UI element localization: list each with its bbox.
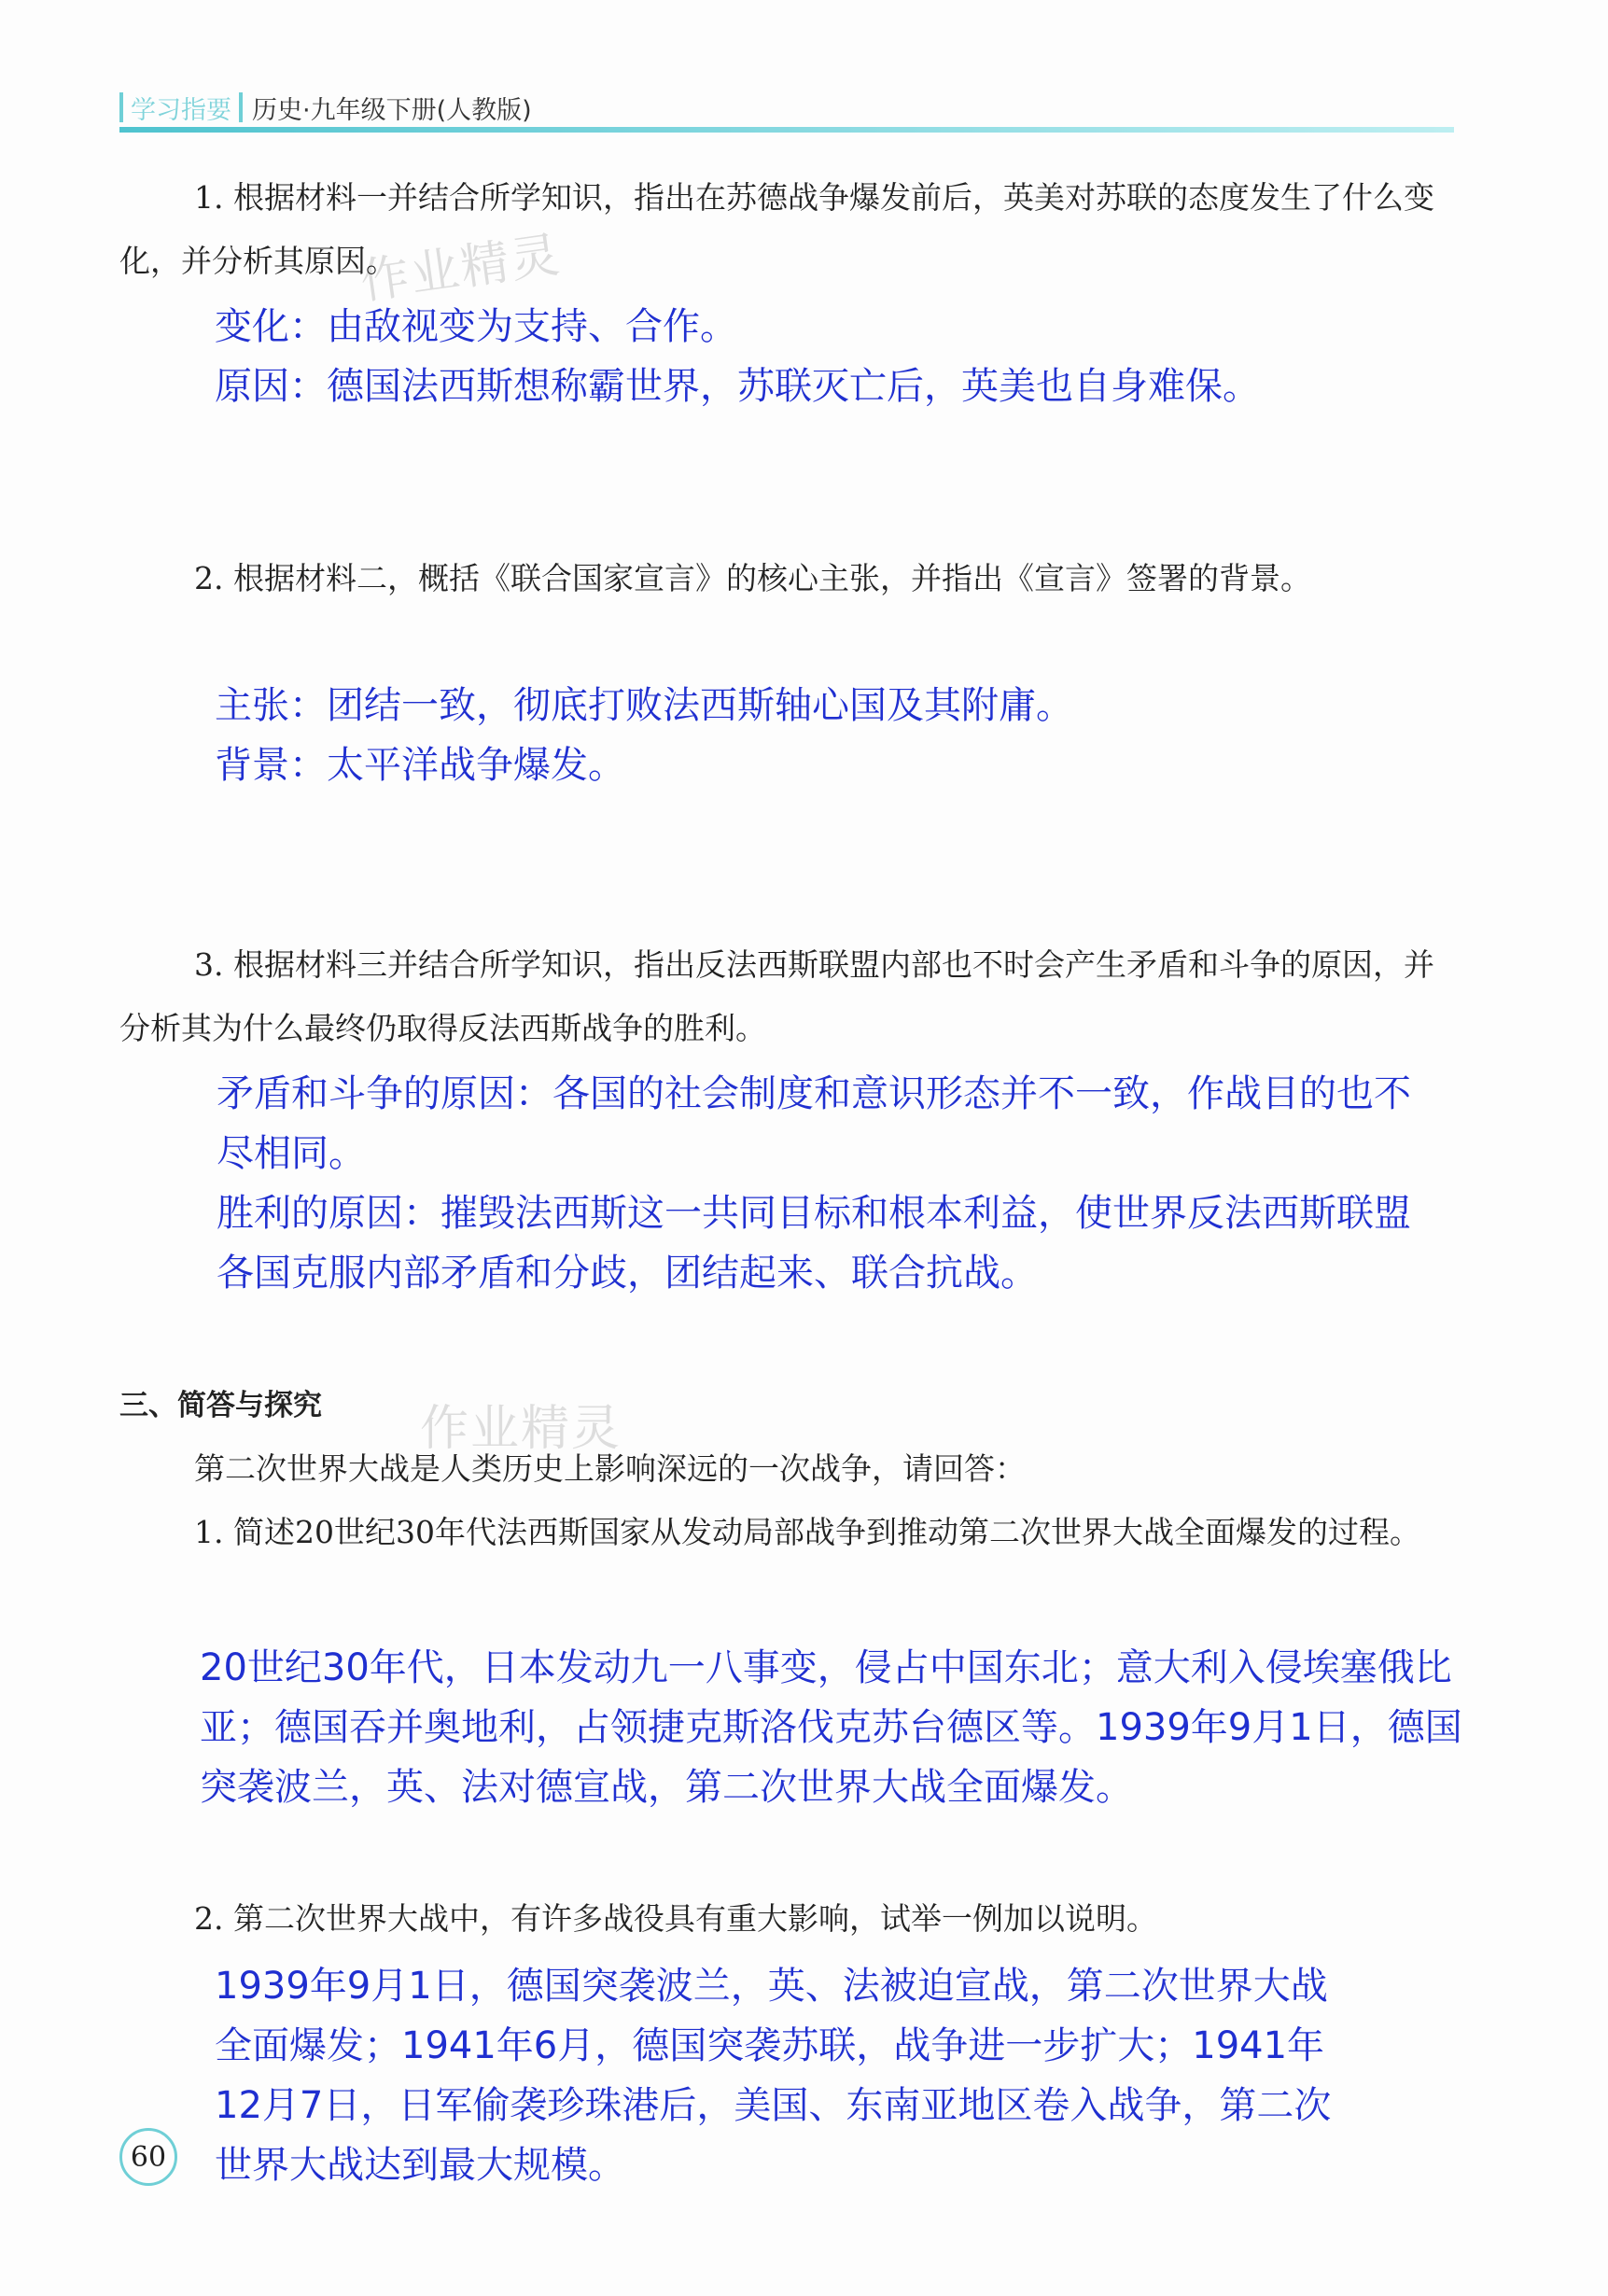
answer-text: 20世纪30年代，日本发动九一八事变，侵占中国东北；意大利入侵埃塞俄比亚；德国吞并奥地利，占领捷克斯洛伐克苏台德区等。1939年9月1日，德国突袭波兰，英、法对德宣战，第二次世界大战全面爆发。 — [200, 1646, 1462, 1809]
answer-text: 1939年9月1日，德国突袭波兰，英、法被迫宣战，第二次世界大战全面爆发；1941年6月，德国突袭苏联，战争进一步扩大；1941年12月7日，日军偷袭珍珠港后，美国、东南亚地区卷入战争，第二次世界大战达到最大规模。 — [215, 1965, 1332, 2187]
section-question-2: 2. 第二次世界大战中，有许多战役具有重大影响，试举一例加以说明。 — [194, 1900, 1157, 1937]
header-guide-label: 学习指要 — [131, 95, 231, 125]
answer-line: 原因：德国法西斯想称霸世界，苏联灭亡后，英美也自身难保。 — [215, 365, 1260, 408]
header-divider — [119, 127, 1454, 133]
answer-3 — [217, 1064, 1430, 1303]
answer-line: 变化：由敌视变为支持、合作。 — [215, 305, 737, 348]
watermark: 作业精灵 — [420, 1401, 622, 1457]
page-header — [119, 86, 532, 129]
answer-2 — [215, 676, 1456, 795]
section-question-1: 1. 简述20世纪30年代法西斯国家从发动局部战争到推动第二次世界大战全面爆发的过程。 — [194, 1514, 1420, 1550]
section-title: 三、简答与探究 — [119, 1389, 322, 1422]
answer-line: 主张：团结一致，彻底打败法西斯轴心国及其附庸。 — [215, 684, 1073, 727]
question-2: 2. 根据材料二，概括《联合国家宣言》的核心主张，并指出《宣言》签署的背景。 — [194, 560, 1311, 596]
section-answer-2 — [215, 1956, 1363, 2195]
answer-line: 背景：太平洋战争爆发。 — [215, 744, 625, 787]
watermark: 作业精灵 — [357, 227, 565, 311]
question-1: 1. 根据材料一并结合所学知识，指出在苏德战争爆发前后，英美对苏联的态度发生了什么变化，并分析其原因。 — [119, 179, 1434, 279]
answer-line: 矛盾和斗争的原因：各国的社会制度和意识形态并不一致，作战目的也不尽相同。 — [217, 1072, 1411, 1175]
book-title: 历史·九年级下册(人教版) — [252, 95, 532, 125]
page-number: 60 — [119, 2128, 177, 2186]
question-3: 3. 根据材料三并结合所学知识，指出反法西斯联盟内部也不时会产生矛盾和斗争的原因，并分析其为什么最终仍取得反法西斯战争的胜利。 — [119, 946, 1434, 1046]
answer-1 — [215, 297, 1456, 416]
header-bar — [239, 92, 243, 122]
header-bar — [119, 92, 123, 122]
section-answer-1 — [200, 1638, 1488, 1817]
section-intro: 第二次世界大战是人类历史上影响深远的一次战争，请回答： — [194, 1450, 1026, 1487]
answer-line: 胜利的原因：摧毁法西斯这一共同目标和根本利益，使世界反法西斯联盟各国克服内部矛盾和分歧，团结起来、联合抗战。 — [217, 1192, 1411, 1295]
